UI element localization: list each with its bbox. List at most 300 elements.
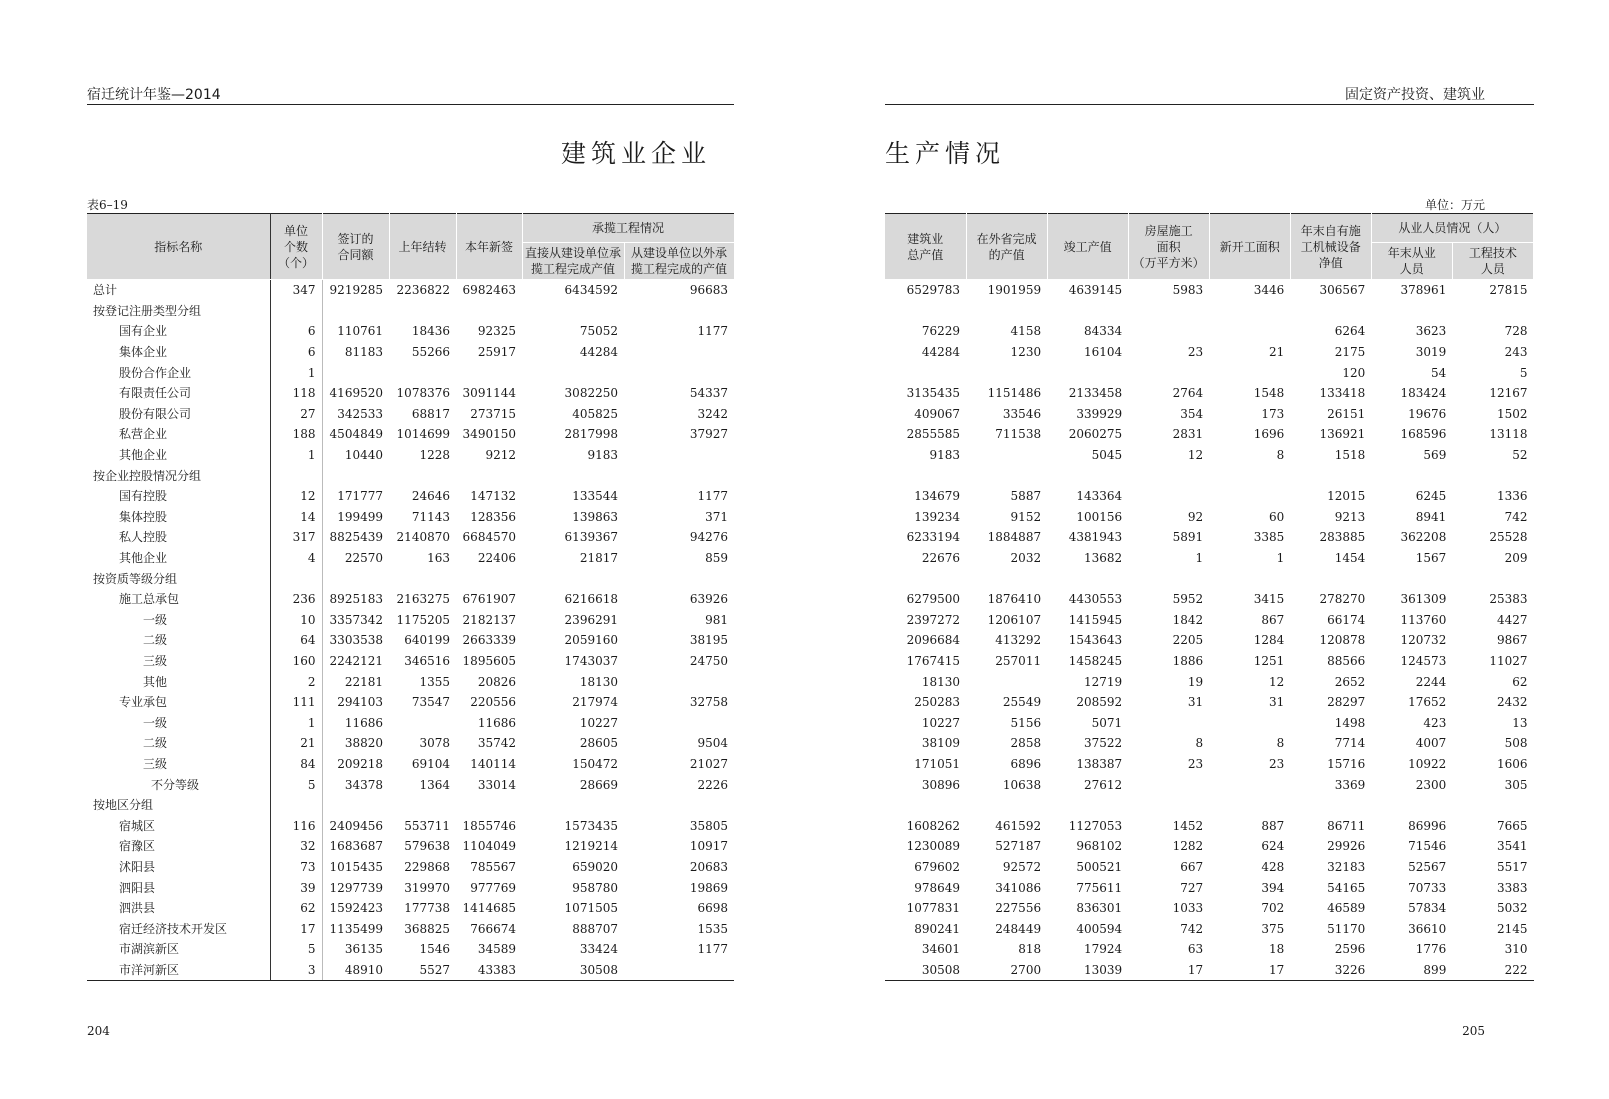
table-row bbox=[87, 898, 734, 919]
row-label: 沭阳县 bbox=[87, 857, 270, 878]
cell: 38820 bbox=[344, 736, 383, 751]
table-row bbox=[885, 630, 1534, 651]
cell: 711538 bbox=[995, 427, 1042, 442]
cell bbox=[885, 568, 966, 589]
cell: 86711 bbox=[1327, 818, 1366, 833]
col-header-prev: 上年结转 bbox=[389, 214, 456, 280]
cell: 44284 bbox=[579, 345, 618, 360]
cell: 243 bbox=[1504, 345, 1528, 360]
cell: 3226 bbox=[1290, 960, 1371, 981]
cell: 1683687 bbox=[329, 839, 383, 854]
cell: 100156 bbox=[1076, 509, 1123, 524]
cell bbox=[1128, 362, 1209, 383]
row-label: 股份有限公司 bbox=[87, 404, 270, 425]
cell bbox=[456, 362, 522, 383]
cell: 6139367 bbox=[564, 530, 618, 545]
cell: 3135435 bbox=[906, 386, 961, 401]
cell: 29926 bbox=[1327, 839, 1366, 854]
cell bbox=[1128, 301, 1209, 322]
cell: 17924 bbox=[1083, 942, 1123, 957]
table-row bbox=[885, 527, 1534, 548]
page-number-left: 204 bbox=[87, 1024, 110, 1038]
cell: 5032 bbox=[1496, 901, 1528, 916]
cell: 8825439 bbox=[329, 530, 383, 545]
table-row bbox=[885, 383, 1534, 404]
cell: 199499 bbox=[337, 509, 383, 524]
cell: 27612 bbox=[1083, 777, 1123, 792]
cell: 6233194 bbox=[906, 530, 961, 545]
cell: 6264 bbox=[1334, 324, 1366, 339]
cell: 1696 bbox=[1253, 427, 1285, 442]
cell bbox=[885, 465, 966, 486]
cell bbox=[624, 795, 734, 816]
cell: 1355 bbox=[419, 674, 450, 689]
cell: 640199 bbox=[404, 633, 450, 648]
cell: 37522 bbox=[1083, 736, 1123, 751]
cell bbox=[522, 465, 624, 486]
cell: 4 bbox=[270, 548, 322, 569]
cell: 4169520 bbox=[329, 386, 383, 401]
row-label: 集体控股 bbox=[87, 507, 270, 528]
col-header-undertake: 承揽工程情况 bbox=[522, 214, 734, 243]
cell: 257011 bbox=[995, 653, 1042, 668]
cell: 2831 bbox=[1172, 427, 1204, 442]
cell: 21817 bbox=[579, 551, 618, 566]
cell: 6684570 bbox=[462, 530, 516, 545]
cell: 5517 bbox=[1496, 859, 1528, 874]
table-row bbox=[885, 280, 1534, 301]
table-row bbox=[87, 321, 734, 342]
cell: 1452 bbox=[1172, 818, 1204, 833]
table-row bbox=[885, 445, 1534, 466]
cell: 1364 bbox=[419, 777, 450, 792]
cell: 8925183 bbox=[329, 592, 383, 607]
cell: 12 bbox=[1187, 448, 1204, 463]
cell: 22570 bbox=[344, 551, 383, 566]
cell: 2226 bbox=[697, 777, 729, 792]
cell: 23 bbox=[1268, 756, 1285, 771]
cell: 9213 bbox=[1334, 509, 1366, 524]
cell: 92 bbox=[1187, 509, 1204, 524]
table-row bbox=[87, 301, 734, 322]
cell: 14 bbox=[270, 507, 322, 528]
cell: 6982463 bbox=[462, 283, 516, 298]
table-row bbox=[885, 589, 1534, 610]
cell: 728 bbox=[1504, 324, 1528, 339]
cell: 12719 bbox=[1083, 674, 1123, 689]
cell: 208592 bbox=[1076, 695, 1123, 710]
cell: 143364 bbox=[1076, 489, 1123, 504]
cell bbox=[1209, 486, 1290, 507]
cell: 57834 bbox=[1408, 901, 1447, 916]
cell: 15716 bbox=[1327, 756, 1366, 771]
cell: 173 bbox=[1261, 406, 1285, 421]
cell: 38195 bbox=[689, 633, 729, 648]
col-header-staff-total: 年末从业 人员 bbox=[1371, 243, 1452, 280]
table-row bbox=[87, 486, 734, 507]
cell bbox=[1209, 465, 1290, 486]
cell: 2396291 bbox=[564, 612, 618, 627]
table-row bbox=[87, 445, 734, 466]
cell: 3383 bbox=[1496, 880, 1528, 895]
cell: 1608262 bbox=[906, 818, 961, 833]
cell: 508 bbox=[1504, 736, 1528, 751]
cell: 88566 bbox=[1327, 653, 1366, 668]
cell: 659020 bbox=[572, 859, 618, 874]
table-row bbox=[87, 754, 734, 775]
col-header-name: 指标名称 bbox=[87, 214, 270, 280]
cell: 17 bbox=[1128, 960, 1209, 981]
cell: 250283 bbox=[914, 695, 961, 710]
cell bbox=[456, 795, 522, 816]
running-header-right: 固定资产投资、建筑业 bbox=[1345, 87, 1485, 103]
cell: 134679 bbox=[914, 489, 961, 504]
cell: 32758 bbox=[689, 695, 729, 710]
cell: 1458245 bbox=[1068, 653, 1123, 668]
col-header-units: 单位 个数 （个） bbox=[270, 214, 322, 280]
cell bbox=[270, 465, 322, 486]
cell: 1415945 bbox=[1068, 612, 1123, 627]
table-row bbox=[885, 568, 1534, 589]
cell bbox=[624, 960, 734, 981]
table-row bbox=[885, 857, 1534, 878]
table-row bbox=[885, 815, 1534, 836]
cell: 75052 bbox=[579, 324, 618, 339]
cell: 1592423 bbox=[329, 901, 383, 916]
running-header-left: 宿迁统计年鉴—2014 bbox=[87, 87, 221, 103]
cell: 9212 bbox=[485, 448, 516, 463]
cell bbox=[966, 301, 1047, 322]
table-row bbox=[885, 342, 1534, 363]
row-label: 宿城区 bbox=[87, 815, 270, 836]
cell: 6529783 bbox=[906, 283, 961, 298]
cell bbox=[322, 795, 389, 816]
cell bbox=[624, 301, 734, 322]
cell: 339929 bbox=[1076, 406, 1123, 421]
cell bbox=[1047, 795, 1128, 816]
unit-label: 单位：万元 bbox=[1424, 198, 1485, 212]
table-row bbox=[885, 610, 1534, 631]
row-label: 市湖滨新区 bbox=[87, 939, 270, 960]
cell: 54165 bbox=[1327, 880, 1366, 895]
cell bbox=[1452, 568, 1533, 589]
cell: 785567 bbox=[470, 859, 516, 874]
row-label: 三级 bbox=[87, 651, 270, 672]
cell: 667 bbox=[1180, 859, 1204, 874]
cell bbox=[966, 445, 1047, 466]
cell: 39 bbox=[270, 877, 322, 898]
cell: 1014699 bbox=[396, 427, 450, 442]
cell: 33546 bbox=[1002, 406, 1042, 421]
cell: 6 bbox=[270, 321, 322, 342]
cell: 1127053 bbox=[1068, 818, 1123, 833]
cell: 2205 bbox=[1172, 633, 1204, 648]
cell: 36610 bbox=[1408, 921, 1447, 936]
cell: 25917 bbox=[477, 345, 516, 360]
cell: 140114 bbox=[470, 756, 516, 771]
cell: 766674 bbox=[470, 921, 516, 936]
cell: 128356 bbox=[470, 509, 516, 524]
cell bbox=[1371, 465, 1452, 486]
cell: 1743037 bbox=[564, 653, 618, 668]
col-header-newarea: 新开工面积 bbox=[1209, 214, 1290, 280]
cell: 2817998 bbox=[564, 427, 618, 442]
col-header-area: 房屋施工 面积 （万平方米） bbox=[1128, 214, 1209, 280]
cell: 76229 bbox=[921, 324, 961, 339]
cell: 3357342 bbox=[329, 612, 383, 627]
cell bbox=[522, 568, 624, 589]
cell: 5887 bbox=[1010, 489, 1042, 504]
cell bbox=[1209, 774, 1290, 795]
cell: 31 bbox=[1187, 695, 1204, 710]
cell: 92572 bbox=[1002, 859, 1042, 874]
cell: 2163275 bbox=[396, 592, 450, 607]
cell: 54337 bbox=[689, 386, 729, 401]
row-label: 其他企业 bbox=[87, 548, 270, 569]
cell: 22406 bbox=[477, 551, 516, 566]
cell: 22181 bbox=[344, 674, 383, 689]
cell: 23 bbox=[1187, 345, 1204, 360]
cell: 177738 bbox=[404, 901, 450, 916]
cell: 1 bbox=[270, 445, 322, 466]
cell: 3415 bbox=[1253, 592, 1285, 607]
cell: 52567 bbox=[1408, 859, 1447, 874]
cell: 18130 bbox=[921, 674, 961, 689]
cell: 25549 bbox=[1002, 695, 1042, 710]
table-row bbox=[87, 527, 734, 548]
row-label: 市洋河新区 bbox=[87, 960, 270, 981]
table-title-right: 生产情况 bbox=[885, 139, 1006, 168]
cell: 37927 bbox=[689, 427, 729, 442]
row-label: 专业承包 bbox=[87, 692, 270, 713]
cell: 4639145 bbox=[1068, 283, 1123, 298]
cell: 1876410 bbox=[987, 592, 1042, 607]
cell: 3446 bbox=[1253, 283, 1285, 298]
cell: 31 bbox=[1268, 695, 1285, 710]
row-label: 国有企业 bbox=[87, 321, 270, 342]
cell: 150472 bbox=[572, 756, 618, 771]
cell: 171777 bbox=[337, 489, 383, 504]
cell: 19 bbox=[1187, 674, 1204, 689]
cell: 6245 bbox=[1415, 489, 1447, 504]
cell: 899 bbox=[1371, 960, 1452, 981]
cell bbox=[522, 795, 624, 816]
cell bbox=[1209, 568, 1290, 589]
cell: 742 bbox=[1180, 921, 1204, 936]
cell bbox=[1371, 301, 1452, 322]
cell: 116 bbox=[270, 815, 322, 836]
cell: 1567 bbox=[1415, 551, 1447, 566]
table-row bbox=[87, 610, 734, 631]
cell: 17652 bbox=[1408, 695, 1447, 710]
cell: 1 bbox=[1195, 551, 1204, 566]
table-row bbox=[885, 465, 1534, 486]
row-label: 私人控股 bbox=[87, 527, 270, 548]
table-row bbox=[885, 898, 1534, 919]
cell: 163 bbox=[427, 551, 450, 566]
cell: 52 bbox=[1512, 448, 1528, 463]
cell: 400594 bbox=[1076, 921, 1123, 936]
row-label: 私营企业 bbox=[87, 424, 270, 445]
cell: 18 bbox=[1268, 942, 1285, 957]
cell: 9183 bbox=[587, 448, 618, 463]
cell: 2140870 bbox=[396, 530, 450, 545]
cell: 113760 bbox=[1400, 612, 1447, 627]
cell bbox=[624, 342, 734, 363]
cell: 1855746 bbox=[462, 818, 516, 833]
cell: 13118 bbox=[1489, 427, 1528, 442]
data-table-left bbox=[87, 213, 735, 981]
cell: 2096684 bbox=[906, 633, 961, 648]
row-label: 宿豫区 bbox=[87, 836, 270, 857]
cell bbox=[389, 362, 456, 383]
table-row bbox=[87, 548, 734, 569]
cell bbox=[624, 568, 734, 589]
cell: 183424 bbox=[1400, 386, 1447, 401]
cell: 310 bbox=[1504, 942, 1528, 957]
cell: 2764 bbox=[1172, 386, 1204, 401]
cell bbox=[389, 712, 456, 733]
table-row bbox=[885, 424, 1534, 445]
cell: 18130 bbox=[579, 674, 618, 689]
cell: 124573 bbox=[1400, 653, 1447, 668]
table-row bbox=[87, 568, 734, 589]
cell: 34589 bbox=[477, 942, 516, 957]
cell: 120 bbox=[1342, 365, 1366, 380]
cell: 319970 bbox=[404, 880, 450, 895]
cell: 10638 bbox=[1002, 777, 1042, 792]
cell: 2059160 bbox=[564, 633, 618, 648]
cell: 3490150 bbox=[462, 427, 516, 442]
cell: 2182137 bbox=[462, 612, 516, 627]
cell bbox=[1290, 568, 1371, 589]
col-header-tech: 工程技术 人员 bbox=[1452, 243, 1533, 280]
cell: 94276 bbox=[689, 530, 729, 545]
cell: 20826 bbox=[477, 674, 516, 689]
cell: 1104049 bbox=[462, 839, 516, 854]
cell bbox=[885, 301, 966, 322]
cell bbox=[1047, 362, 1128, 383]
col-header-indirect: 从建设单位以外承 揽工程完成的产值 bbox=[624, 243, 734, 280]
cell: 217974 bbox=[572, 695, 618, 710]
cell: 92325 bbox=[477, 324, 516, 339]
row-label: 其他企业 bbox=[87, 445, 270, 466]
cell: 553711 bbox=[404, 818, 450, 833]
cell: 12 bbox=[270, 486, 322, 507]
cell: 62 bbox=[270, 898, 322, 919]
cell: 1518 bbox=[1334, 448, 1366, 463]
row-label: 三级 bbox=[87, 754, 270, 775]
cell: 305 bbox=[1504, 777, 1528, 792]
cell bbox=[966, 465, 1047, 486]
cell: 5045 bbox=[1091, 448, 1123, 463]
table-row bbox=[885, 712, 1534, 733]
table-title-left: 建筑业企业 bbox=[560, 139, 711, 168]
cell: 3242 bbox=[697, 406, 729, 421]
cell: 1230 bbox=[1010, 345, 1042, 360]
cell: 1 bbox=[270, 362, 322, 383]
cell: 5 bbox=[270, 939, 322, 960]
cell: 21027 bbox=[689, 756, 729, 771]
cell: 1606 bbox=[1496, 756, 1528, 771]
cell: 32 bbox=[270, 836, 322, 857]
cell: 96683 bbox=[689, 283, 729, 298]
cell: 294103 bbox=[337, 695, 383, 710]
cell: 171051 bbox=[914, 756, 961, 771]
table-row bbox=[885, 877, 1534, 898]
cell bbox=[1209, 362, 1290, 383]
cell: 118 bbox=[270, 383, 322, 404]
cell: 32183 bbox=[1327, 859, 1366, 874]
cell: 33424 bbox=[579, 942, 618, 957]
cell: 1177 bbox=[697, 942, 729, 957]
cell: 2133458 bbox=[1068, 386, 1123, 401]
table-row bbox=[885, 836, 1534, 857]
cell: 1573435 bbox=[564, 818, 618, 833]
cell: 54 bbox=[1431, 365, 1447, 380]
cell: 1767415 bbox=[906, 653, 961, 668]
table-row bbox=[885, 321, 1534, 342]
cell: 86996 bbox=[1408, 818, 1447, 833]
cell bbox=[270, 301, 322, 322]
table-row bbox=[87, 733, 734, 754]
cell: 1336 bbox=[1496, 489, 1528, 504]
table-row bbox=[87, 918, 734, 939]
cell: 9183 bbox=[929, 448, 961, 463]
table-row bbox=[87, 960, 734, 981]
cell bbox=[322, 568, 389, 589]
table-row bbox=[885, 733, 1534, 754]
cell bbox=[1290, 301, 1371, 322]
cell: 569 bbox=[1423, 448, 1447, 463]
cell: 2432 bbox=[1496, 695, 1528, 710]
cell: 28297 bbox=[1327, 695, 1366, 710]
table-number: 表6–19 bbox=[87, 198, 128, 212]
cell: 10 bbox=[270, 610, 322, 631]
cell bbox=[1047, 568, 1128, 589]
cell: 43383 bbox=[456, 960, 522, 981]
cell: 3541 bbox=[1496, 839, 1528, 854]
cell: 21 bbox=[1268, 345, 1285, 360]
cell: 71143 bbox=[411, 509, 450, 524]
cell bbox=[1371, 568, 1452, 589]
cell: 248449 bbox=[995, 921, 1042, 936]
cell bbox=[885, 795, 966, 816]
table-row bbox=[87, 589, 734, 610]
cell: 5983 bbox=[1172, 283, 1204, 298]
header-rule-right bbox=[885, 104, 1534, 105]
cell bbox=[1128, 486, 1209, 507]
cell: 6 bbox=[270, 342, 322, 363]
cell: 1177 bbox=[697, 489, 729, 504]
header-rule-left bbox=[87, 104, 734, 105]
cell: 1177 bbox=[697, 324, 729, 339]
cell: 579638 bbox=[404, 839, 450, 854]
cell: 26151 bbox=[1327, 406, 1366, 421]
cell: 3369 bbox=[1334, 777, 1366, 792]
row-label: 一级 bbox=[87, 712, 270, 733]
cell: 342533 bbox=[337, 406, 383, 421]
table-row bbox=[87, 774, 734, 795]
row-label: 集体企业 bbox=[87, 342, 270, 363]
cell: 73 bbox=[270, 857, 322, 878]
cell bbox=[389, 568, 456, 589]
cell: 2652 bbox=[1334, 674, 1366, 689]
table-row bbox=[885, 651, 1534, 672]
cell: 1297739 bbox=[329, 880, 383, 895]
cell: 19676 bbox=[1408, 406, 1447, 421]
cell: 73547 bbox=[411, 695, 450, 710]
